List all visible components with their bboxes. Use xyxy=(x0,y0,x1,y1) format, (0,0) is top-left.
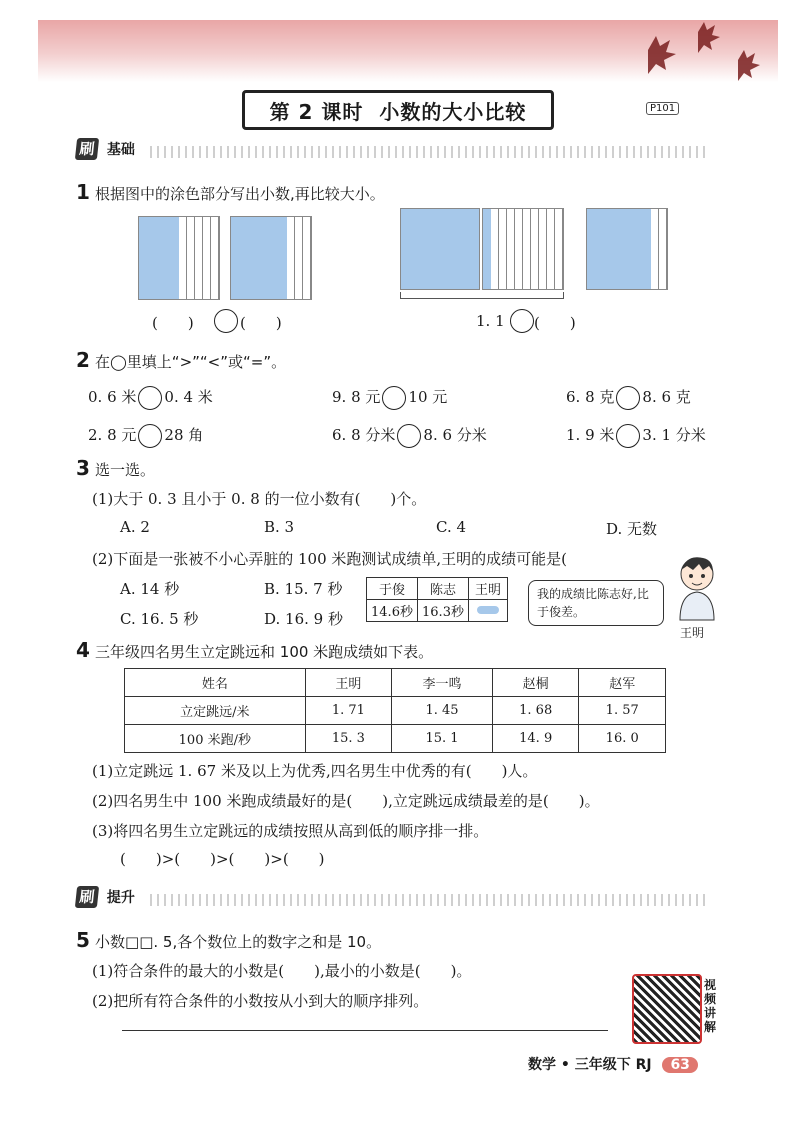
table-row: 立定跳远/米 1. 71 1. 45 1. 68 1. 57 xyxy=(125,697,666,725)
option-a[interactable]: A. 14 秒 xyxy=(120,580,180,598)
compare-circle[interactable] xyxy=(138,424,162,448)
question-2 xyxy=(76,348,286,372)
score-header: 陈志 xyxy=(418,578,469,600)
question-number: 4 xyxy=(76,638,90,662)
q2-item: 2. 8 元 28 角 xyxy=(88,424,203,448)
question-text: 三年级四名男生立定跳远和 100 米跑成绩如下表。 xyxy=(95,643,434,661)
q3-part2: (2)下面是一张被不小心弄脏的 100 米跑测试成绩单,王明的成绩可能是( xyxy=(92,550,568,568)
page-title xyxy=(242,90,554,130)
option-a[interactable]: A. 2 xyxy=(120,518,150,536)
video-label: 视频讲解 xyxy=(704,978,717,1034)
table-header: 李一鸣 xyxy=(392,669,493,697)
grid-part xyxy=(482,208,564,290)
table-row: 100 米跑/秒 15. 3 15. 1 14. 9 16. 0 xyxy=(125,725,666,753)
compare-circle[interactable] xyxy=(616,424,640,448)
q2-item: 6. 8 克 8. 6 克 xyxy=(566,386,691,410)
grid-left-2 xyxy=(230,216,312,300)
compare-circle[interactable] xyxy=(616,386,640,410)
footer-subject: 数学 • 三年级下 RJ xyxy=(528,1057,652,1073)
section-basic-label: 基础 xyxy=(106,142,135,158)
answer-line[interactable] xyxy=(122,1030,608,1031)
header-banner xyxy=(38,20,778,82)
grid-left-1 xyxy=(138,216,220,300)
section-advanced-header xyxy=(76,886,135,908)
compare-circle[interactable] xyxy=(138,386,162,410)
brush-icon: 刷 xyxy=(75,886,99,908)
maple-leaf-icon xyxy=(38,20,778,82)
table-header: 姓名 xyxy=(125,669,306,697)
table-header: 赵桐 xyxy=(492,669,579,697)
grid-right xyxy=(586,208,668,290)
qr-code-icon[interactable] xyxy=(632,974,702,1044)
question-text: 选一选。 xyxy=(95,461,156,479)
smudged-cell xyxy=(469,600,508,622)
score-header: 于俊 xyxy=(367,578,418,600)
section-divider xyxy=(150,146,710,158)
q2-item: 9. 8 元 10 元 xyxy=(332,386,447,410)
option-c[interactable]: C. 4 xyxy=(436,518,467,536)
q4-part1: (1)立定跳远 1. 67 米及以上为优秀,四名男生中优秀的有( )人。 xyxy=(92,762,538,780)
option-d[interactable]: D. 无数 xyxy=(606,520,658,538)
q2-item: 6. 8 分米 8. 6 分米 xyxy=(332,424,487,448)
character-name: 王明 xyxy=(680,626,705,640)
q3-part1: (1)大于 0. 3 且小于 0. 8 的一位小数有( )个。 xyxy=(92,490,427,508)
q1-mid-blank[interactable]: ( ) xyxy=(534,314,576,332)
speech-bubble: 我的成绩比陈志好,比于俊差。 xyxy=(528,580,664,626)
q4-order-blanks[interactable]: ( )>( )>( )>( ) xyxy=(120,850,325,868)
q1-right-blank[interactable]: ( ) xyxy=(240,314,282,332)
option-c[interactable]: C. 16. 5 秒 xyxy=(120,610,199,628)
table-header: 王明 xyxy=(305,669,392,697)
question-text: 小数□□. 5,各个数位上的数字之和是 10。 xyxy=(95,933,382,951)
section-basic-header xyxy=(76,138,135,160)
question-number: 3 xyxy=(76,456,90,480)
question-number: 2 xyxy=(76,348,90,372)
section-divider xyxy=(150,894,710,906)
q1-left-blank[interactable]: ( ) xyxy=(152,314,194,332)
brush-icon: 刷 xyxy=(75,138,99,160)
q4-part2: (2)四名男生中 100 米跑成绩最好的是( ),立定跳远成绩最差的是( )。 xyxy=(92,792,600,810)
score-header: 王明 xyxy=(469,578,508,600)
option-d[interactable]: D. 16. 9 秒 xyxy=(264,610,343,628)
compare-circle[interactable] xyxy=(212,309,240,333)
question-text: 根据图中的涂色部分写出小数,再比较大小。 xyxy=(95,185,385,203)
brace xyxy=(400,292,564,299)
table-header: 赵军 xyxy=(579,669,666,697)
q5-part2: (2)把所有符合条件的小数按从小到大的顺序排列。 xyxy=(92,992,429,1010)
q2-item: 0. 6 米 0. 4 米 xyxy=(88,386,213,410)
question-text: 在◯里填上“>”“<”或“=”。 xyxy=(95,353,287,371)
option-b[interactable]: B. 3 xyxy=(264,518,295,536)
compare-circle[interactable] xyxy=(508,309,536,333)
score-value: 16.3秒 xyxy=(418,600,469,622)
results-table xyxy=(124,668,666,753)
page-number: 63 xyxy=(662,1057,697,1073)
footer xyxy=(528,1054,698,1074)
compare-circle[interactable] xyxy=(397,424,421,448)
section-advanced-label: 提升 xyxy=(106,890,135,906)
question-5 xyxy=(76,928,381,952)
page-reference: P101 xyxy=(646,102,679,115)
question-number: 5 xyxy=(76,928,90,952)
q4-part3: (3)将四名男生立定跳远的成绩按照从高到低的顺序排一排。 xyxy=(92,822,489,840)
question-1 xyxy=(76,180,385,204)
lesson-number: 第 2 课时 xyxy=(269,99,364,124)
lesson-topic: 小数的大小比较 xyxy=(379,99,527,124)
boy-avatar xyxy=(672,552,722,626)
option-b[interactable]: B. 15. 7 秒 xyxy=(264,580,343,598)
grid-full xyxy=(400,208,480,290)
question-3 xyxy=(76,456,155,480)
question-4 xyxy=(76,638,433,662)
score-sheet xyxy=(366,577,508,622)
question-number: 1 xyxy=(76,180,90,204)
score-value: 14.6秒 xyxy=(367,600,418,622)
q2-item: 1. 9 米 3. 1 分米 xyxy=(566,424,706,448)
q1-mid-prefix: 1. 1 xyxy=(476,312,505,330)
q5-part1: (1)符合条件的最大的小数是( ),最小的小数是( )。 xyxy=(92,962,472,980)
compare-circle[interactable] xyxy=(382,386,406,410)
